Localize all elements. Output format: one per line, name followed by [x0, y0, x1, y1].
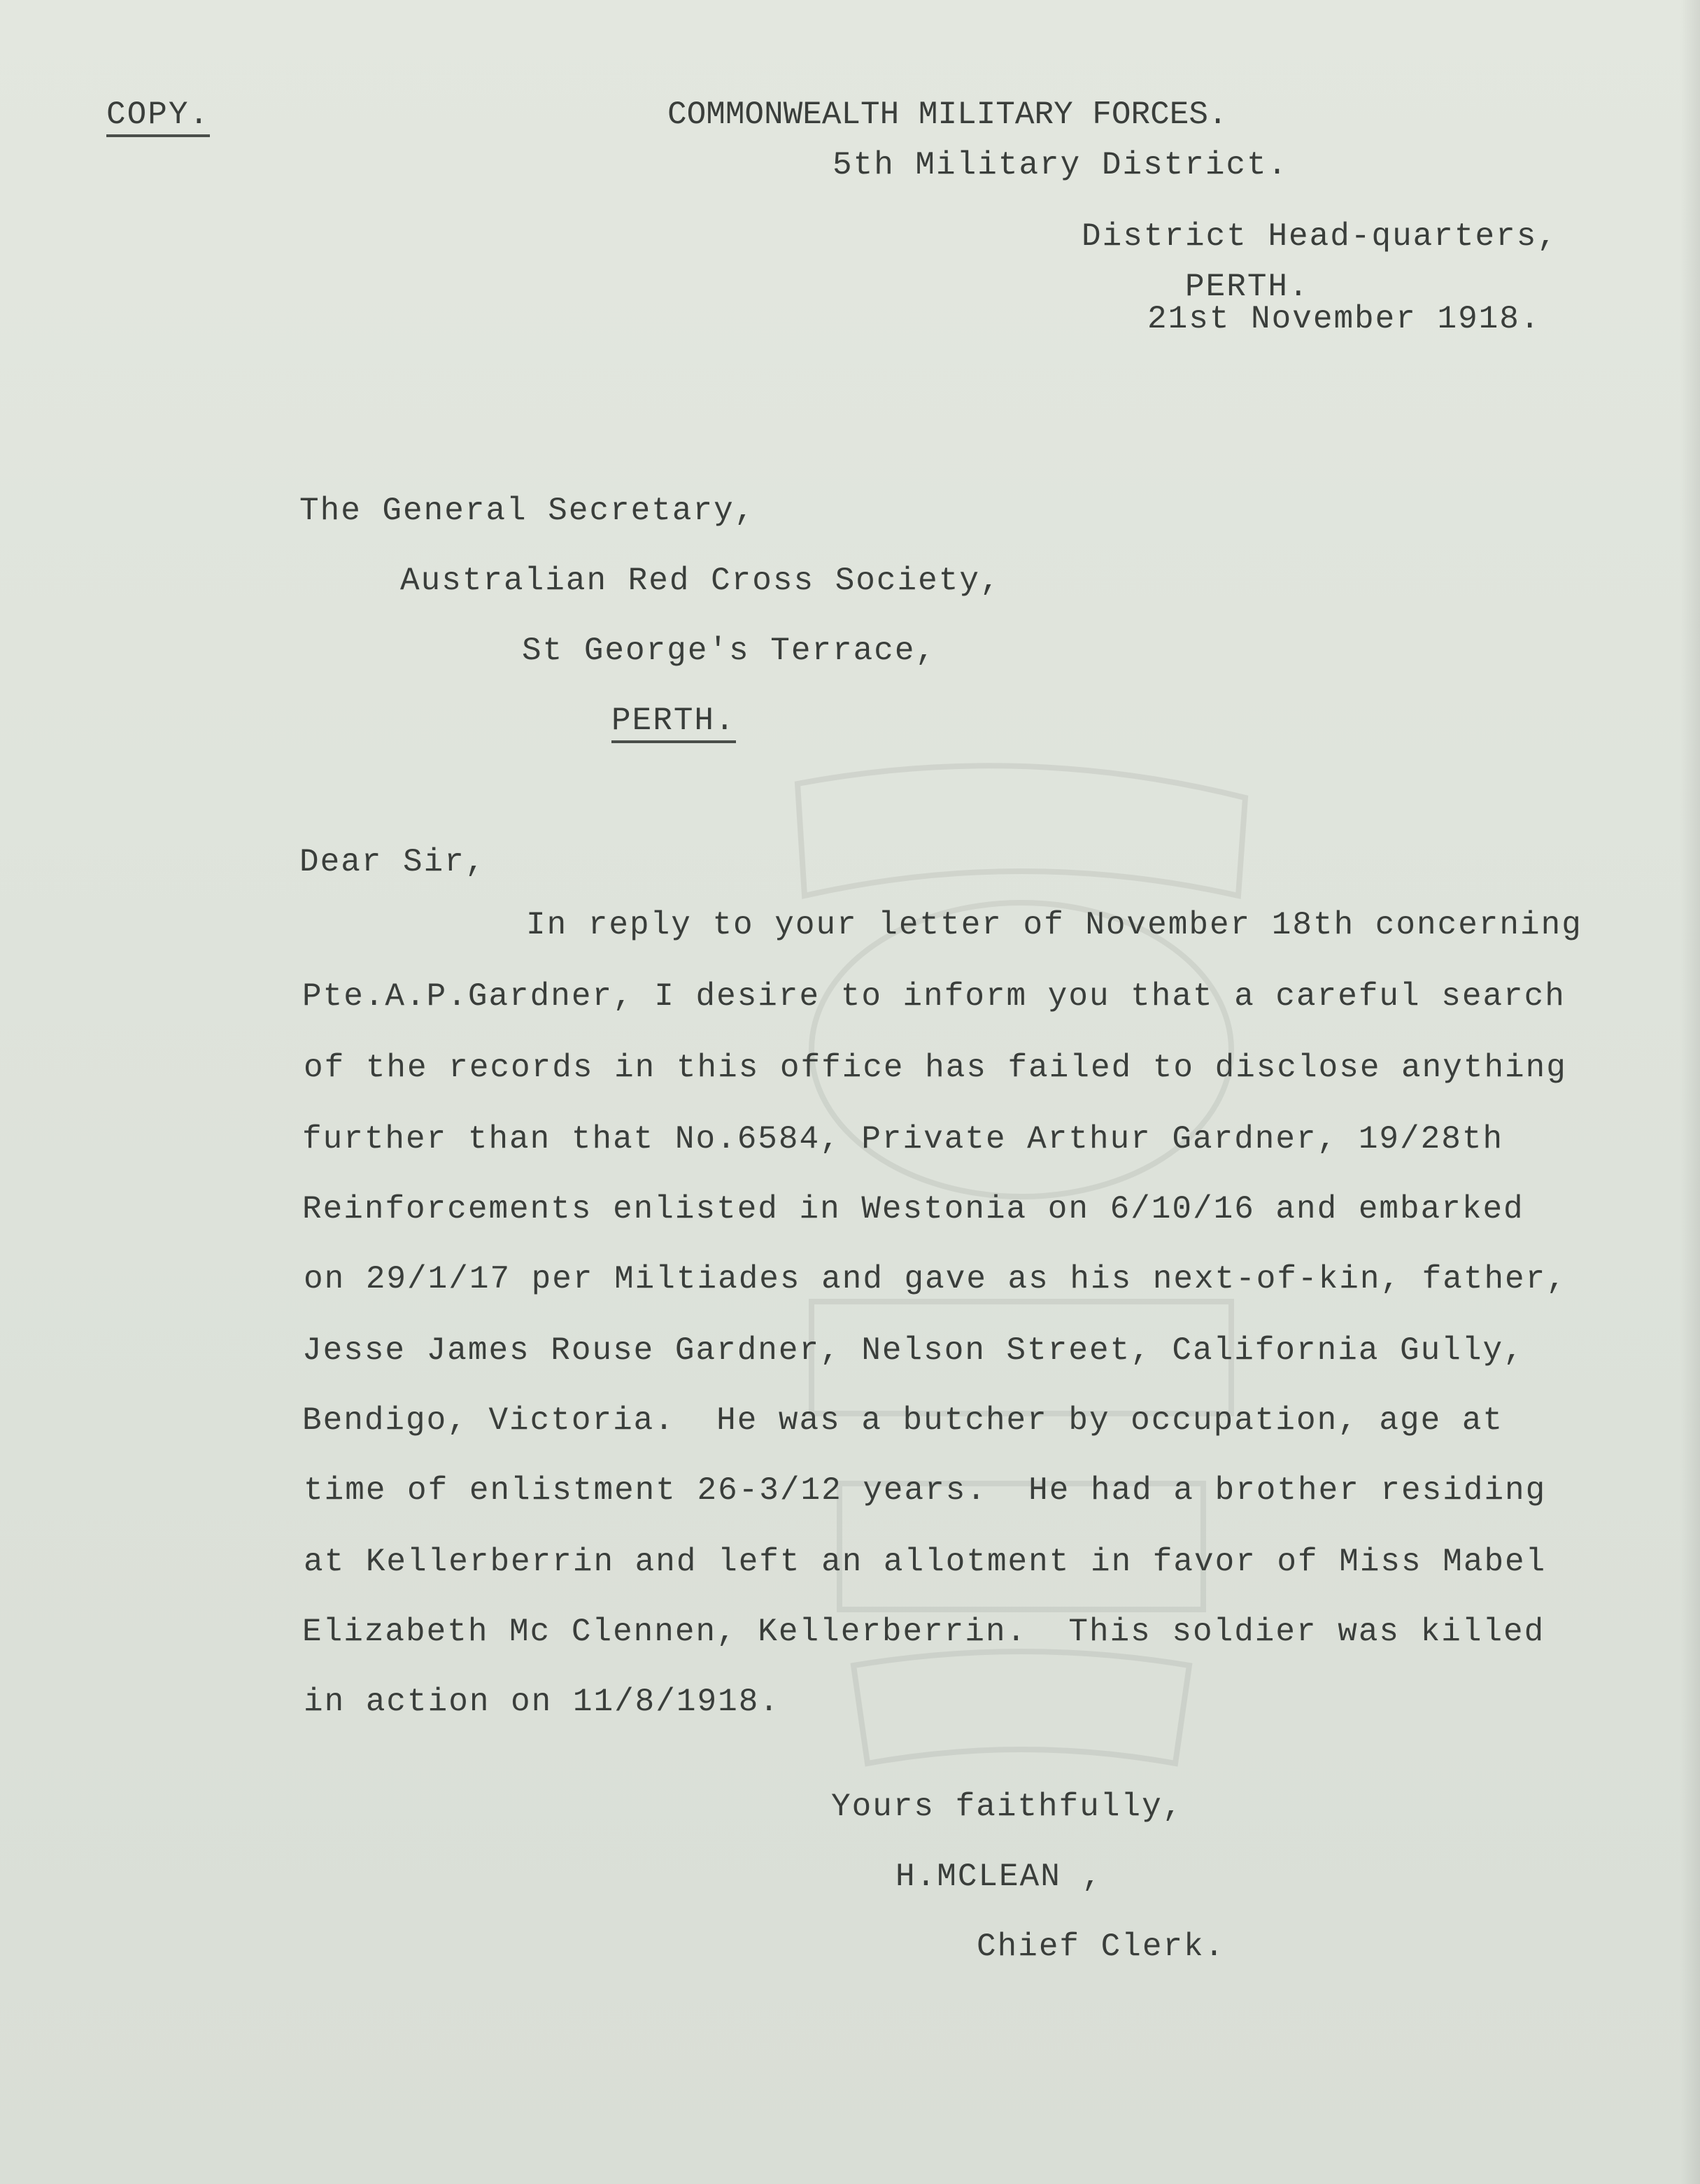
- signatory-name: H.MCLEAN ,: [895, 1859, 1103, 1895]
- recipient-line-4: PERTH.: [611, 701, 736, 743]
- letter-date: 21st November 1918.: [1147, 301, 1541, 337]
- body-line: further than that No.6584, Private Arthur Gardner, 19/28th: [302, 1121, 1504, 1157]
- body-line: Pte.A.P.Gardner, I desire to inform you that a careful search: [302, 978, 1566, 1015]
- page-edge-shadow: [1680, 0, 1700, 2184]
- body-line: of the records in this office has failed to disclose anything: [304, 1050, 1567, 1086]
- letterhead-organisation: COMMONWEALTH MILITARY FORCES.: [667, 97, 1228, 133]
- body-line: In reply to your letter of November 18th concerning: [526, 907, 1582, 943]
- signatory-title: Chief Clerk.: [977, 1929, 1226, 1965]
- valediction: Yours faithfully,: [831, 1789, 1184, 1825]
- salutation: Dear Sir,: [299, 844, 486, 880]
- body-line: Jesse James Rouse Gardner, Nelson Street, California Gully,: [302, 1332, 1524, 1369]
- letterhead-district: 5th Military District.: [833, 147, 1289, 183]
- body-line: time of enlistment 26-3/12 years. He had a brother residing: [304, 1472, 1547, 1509]
- recipient-line-3: St George's Terrace,: [522, 633, 937, 669]
- body-line: Reinforcements enlisted in Westonia on 6/10/16 and embarked: [302, 1191, 1524, 1227]
- letterhead-office: District Head-quarters,: [1082, 218, 1558, 255]
- recipient-line-2: Australian Red Cross Society,: [400, 563, 1001, 599]
- letterhead-city: PERTH.: [1185, 269, 1310, 305]
- body-line: at Kellerberrin and left an allotment in favor of Miss Mabel: [304, 1544, 1547, 1580]
- body-line: Elizabeth Mc Clennen, Kellerberrin. This soldier was killed: [302, 1614, 1545, 1650]
- recipient-line-1: The General Secretary,: [299, 493, 756, 529]
- copy-label: COPY.: [106, 95, 210, 137]
- body-line: Bendigo, Victoria. He was a butcher by occupation, age at: [302, 1402, 1504, 1439]
- body-line: on 29/1/17 per Miltiades and gave as his next-of-kin, father,: [304, 1261, 1567, 1297]
- body-line: in action on 11/8/1918.: [304, 1684, 780, 1720]
